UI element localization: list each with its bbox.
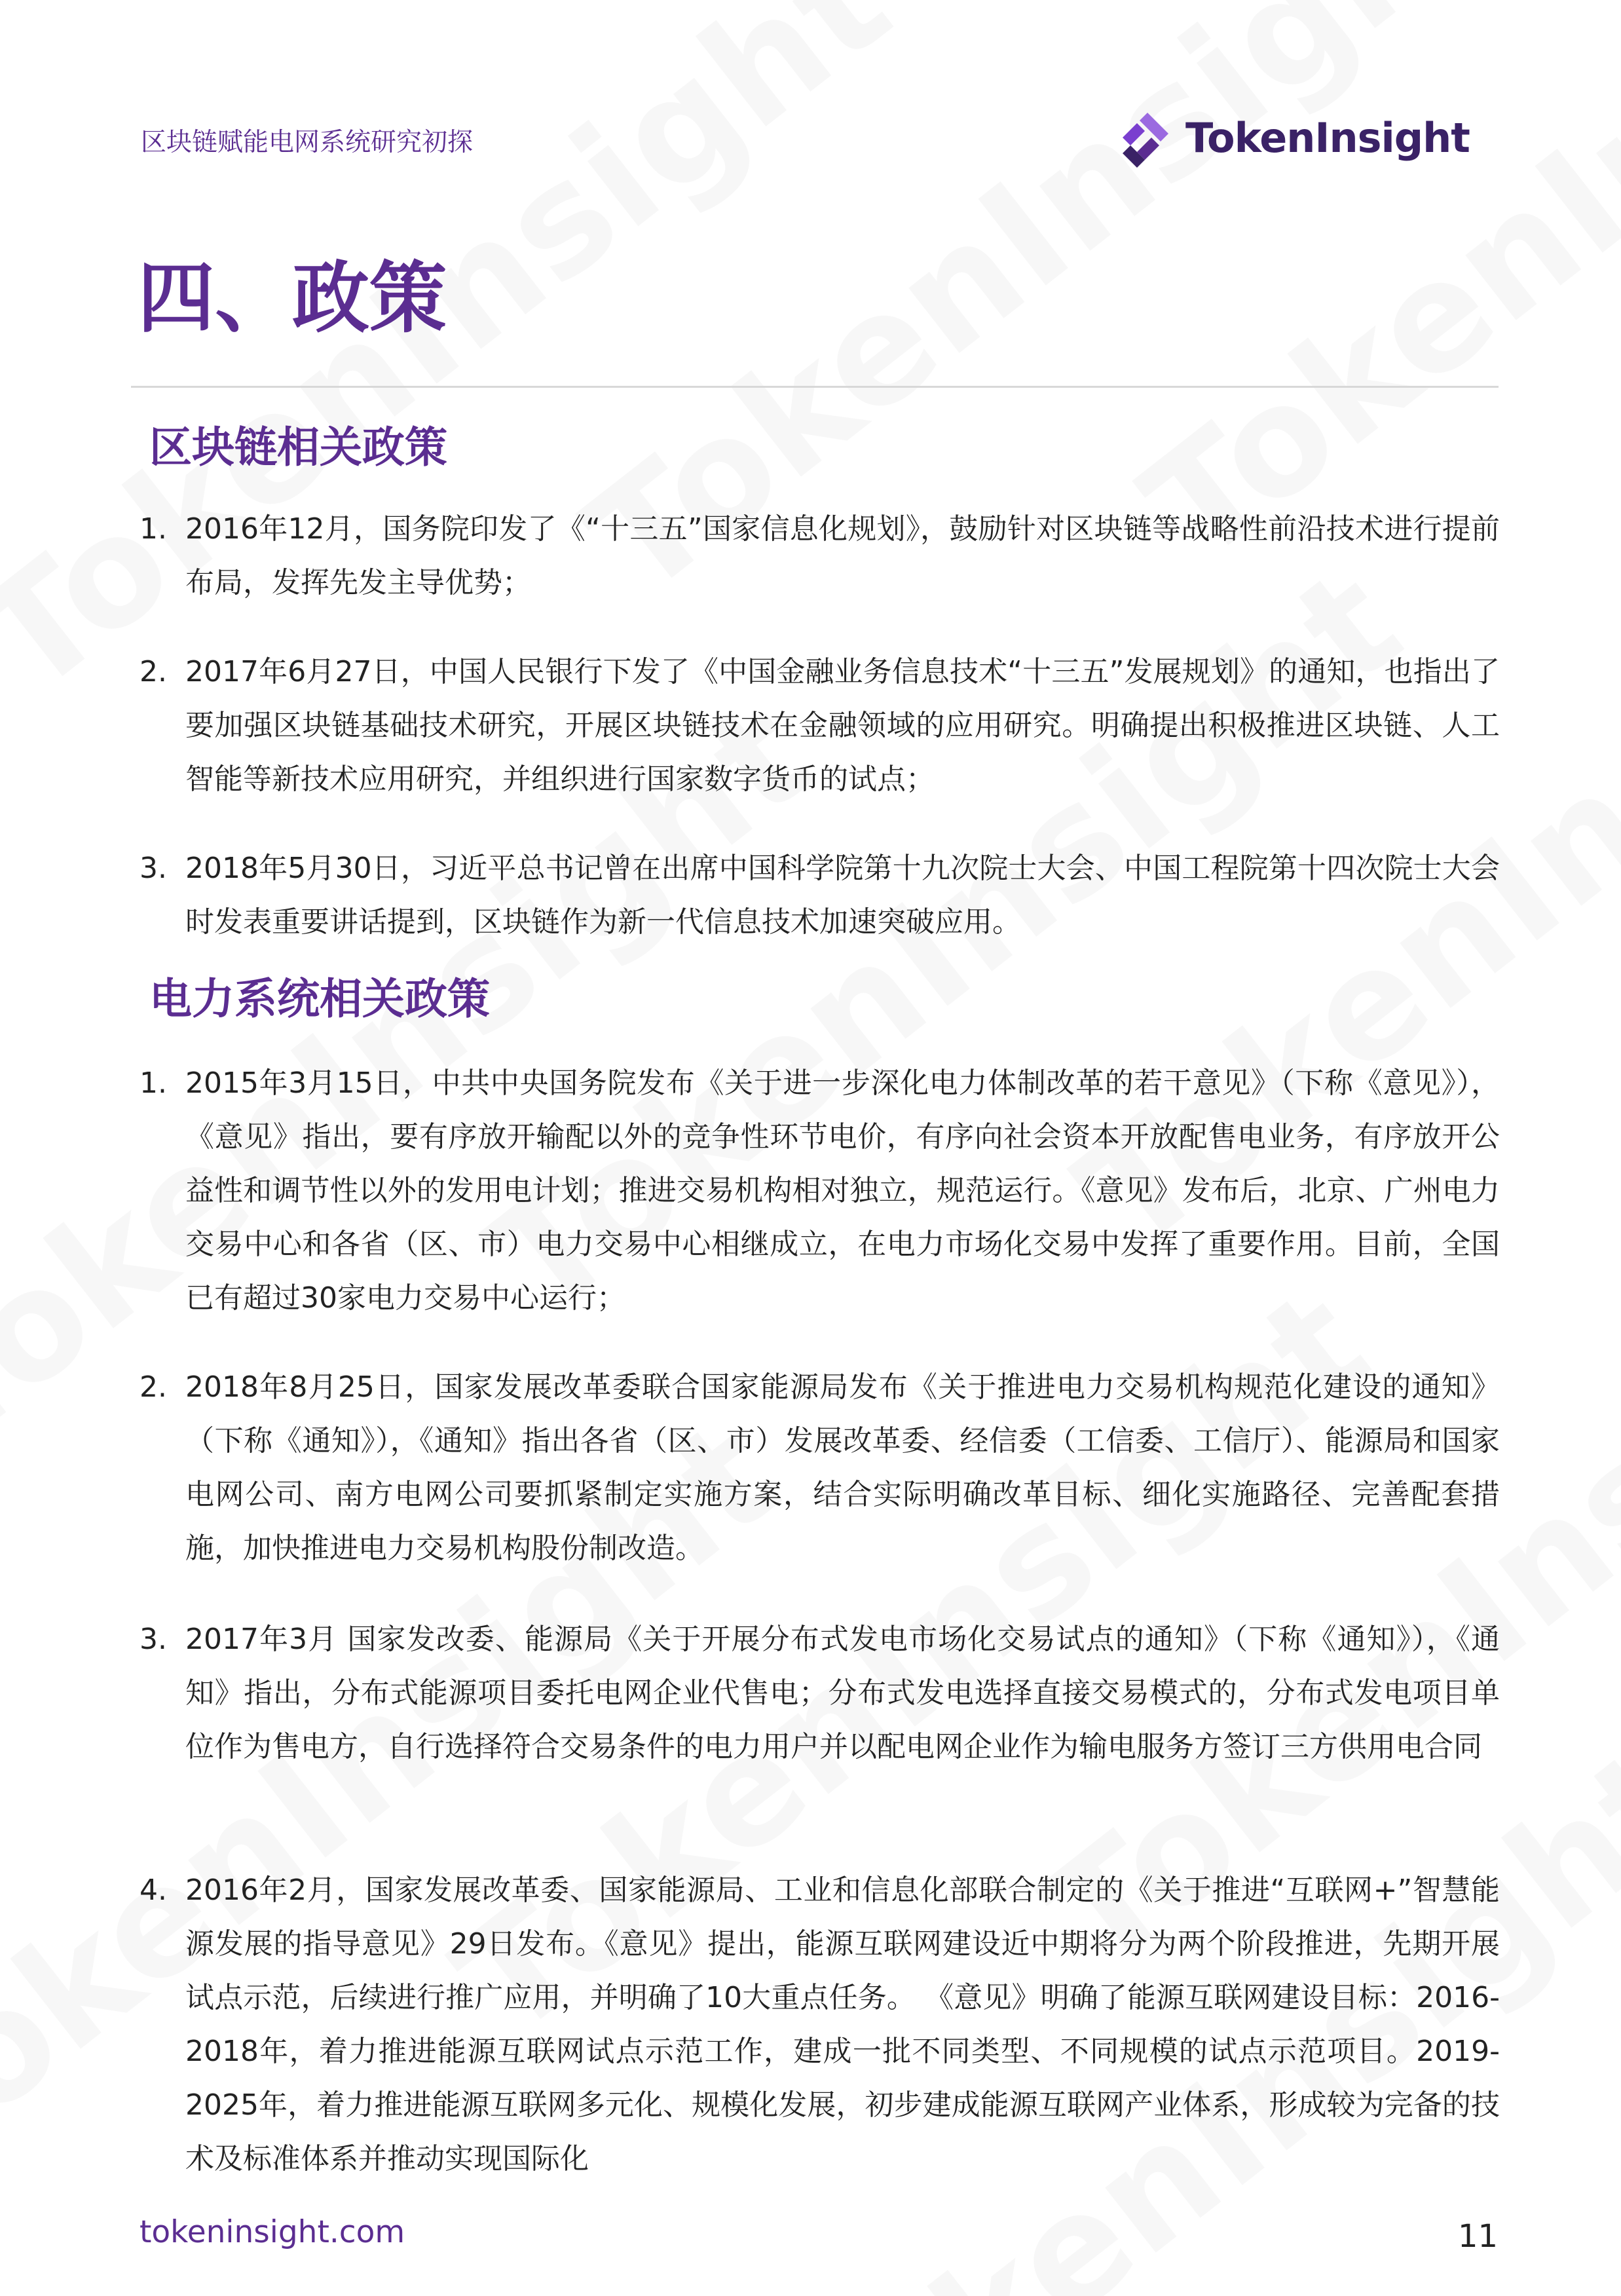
list-item-number: 3. (140, 1623, 167, 1656)
list-item-text: 2017年6月27日，中国人民银行下发了《中国金融业务信息技术“十三五”发展规划》的通知，也指出了要加强区块链基础技术研究，开展区块链技术在金融领域的应用研究。明确提出积极推进区块链、人工智能等新技术应用研究，并组织进行国家数字货币的试点； (185, 655, 1500, 796)
list-item-text: 2018年5月30日，习近平总书记曾在出席中国科学院第十九次院士大会、中国工程院第十四次院士大会时发表重要讲话提到，区块链作为新一代信息技术加速突破应用。 (185, 852, 1500, 939)
watermark (0, 0, 922, 727)
list-item (140, 842, 1500, 949)
list-item-number: 1. (140, 512, 167, 546)
list-item-text: 2015年3月15日，中共中央国务院发布《关于进一步深化电力体制改革的若干意见》（下称《意见》），《意见》指出，要有序放开输配以外的竞争性环节电价，有序向社会资本开放配售电业务，有序放开公益性和调节性以外的发用电计划；推进交易机构相对独立，规范运行。《意见》发布后，北京、广州电力交易中心和各省（区、市）电力交易中心相继成立，在电力市场化交易中发挥了重要作用。目前，全国已有超过30家电力交易中心运行； (185, 1066, 1500, 1315)
header-title: 区块链赋能电网系统研究初探 (141, 128, 474, 157)
list-item-number: 1. (140, 1066, 167, 1100)
list-item-text: 2016年2月，国家发展改革委、国家能源局、工业和信息化部联合制定的《关于推进“互联网+”智慧能源发展的指导意见》29日发布。《意见》提出，能源互联网建设近中期将分为两个阶段推进，先期开展试点示范，后续进行推广应用，并明确了10大重点任务。 《意见》明确了能源互联网建设目标：2016-2018年，着力推进能源互联网试点示范工作，建成一批不同类型、不同规模的试点示范项目。2019-2025年，着力推进能源互联网多元化、规模化发展，初步建成能源互联网产业体系，形成较为完备的技术及标准体系并推动实现国际化 (185, 1873, 1500, 2175)
section-heading-blockchain: 区块链相关政策 (149, 423, 448, 472)
list-item (140, 1864, 1500, 2186)
list-item (140, 1361, 1500, 1575)
chapter-title: 四、政策 (138, 253, 447, 343)
list-item-number: 3. (140, 852, 167, 885)
list-item-text: 2017年3月 国家发改委、能源局《关于开展分布式发电市场化交易试点的通知》（下称《通知》），《通知》指出，分布式能源项目委托电网企业代售电；分布式发电选择直接交易模式的，分布式发电项目单位作为售电方，自行选择符合交易条件的电力用户并以配电网企业作为输电服务方签订三方供用电合同 (185, 1623, 1500, 1763)
list-item (140, 1057, 1500, 1325)
list-item-number: 4. (140, 1873, 167, 1907)
logo-text: TokenInsight (1185, 113, 1470, 162)
list-item (140, 645, 1500, 806)
list-item-number: 2. (140, 655, 167, 688)
section-heading-power-system: 电力系统相关政策 (149, 975, 491, 1024)
list-item (140, 1613, 1500, 1774)
brand-logo (1111, 105, 1470, 170)
list-item-text: 2016年12月，国务院印发了《“十三五”国家信息化规划》，鼓励针对区块链等战略性前沿技术进行提前布局，发挥先发主导优势； (185, 512, 1500, 599)
list-item (140, 502, 1500, 610)
divider (131, 386, 1499, 388)
list-item-text: 2018年8月25日，国家发展改革委联合国家能源局发布《关于推进电力交易机构规范化建设的通知》（下称《通知》），《通知》指出各省（区、市）发展改革委、经信委（工信委、工信厅）、能源局和国家电网公司、南方电网公司要抓紧制定实施方案，结合实际明确改革目标、细化实施路径、完善配套措施，加快推进电力交易机构股份制改造。 (185, 1370, 1500, 1565)
tokeninsight-logo-icon (1111, 105, 1176, 170)
footer-url[interactable]: tokeninsight.com (140, 2214, 405, 2250)
page-number: 11 (1458, 2218, 1499, 2255)
list-item-number: 2. (140, 1370, 167, 1404)
